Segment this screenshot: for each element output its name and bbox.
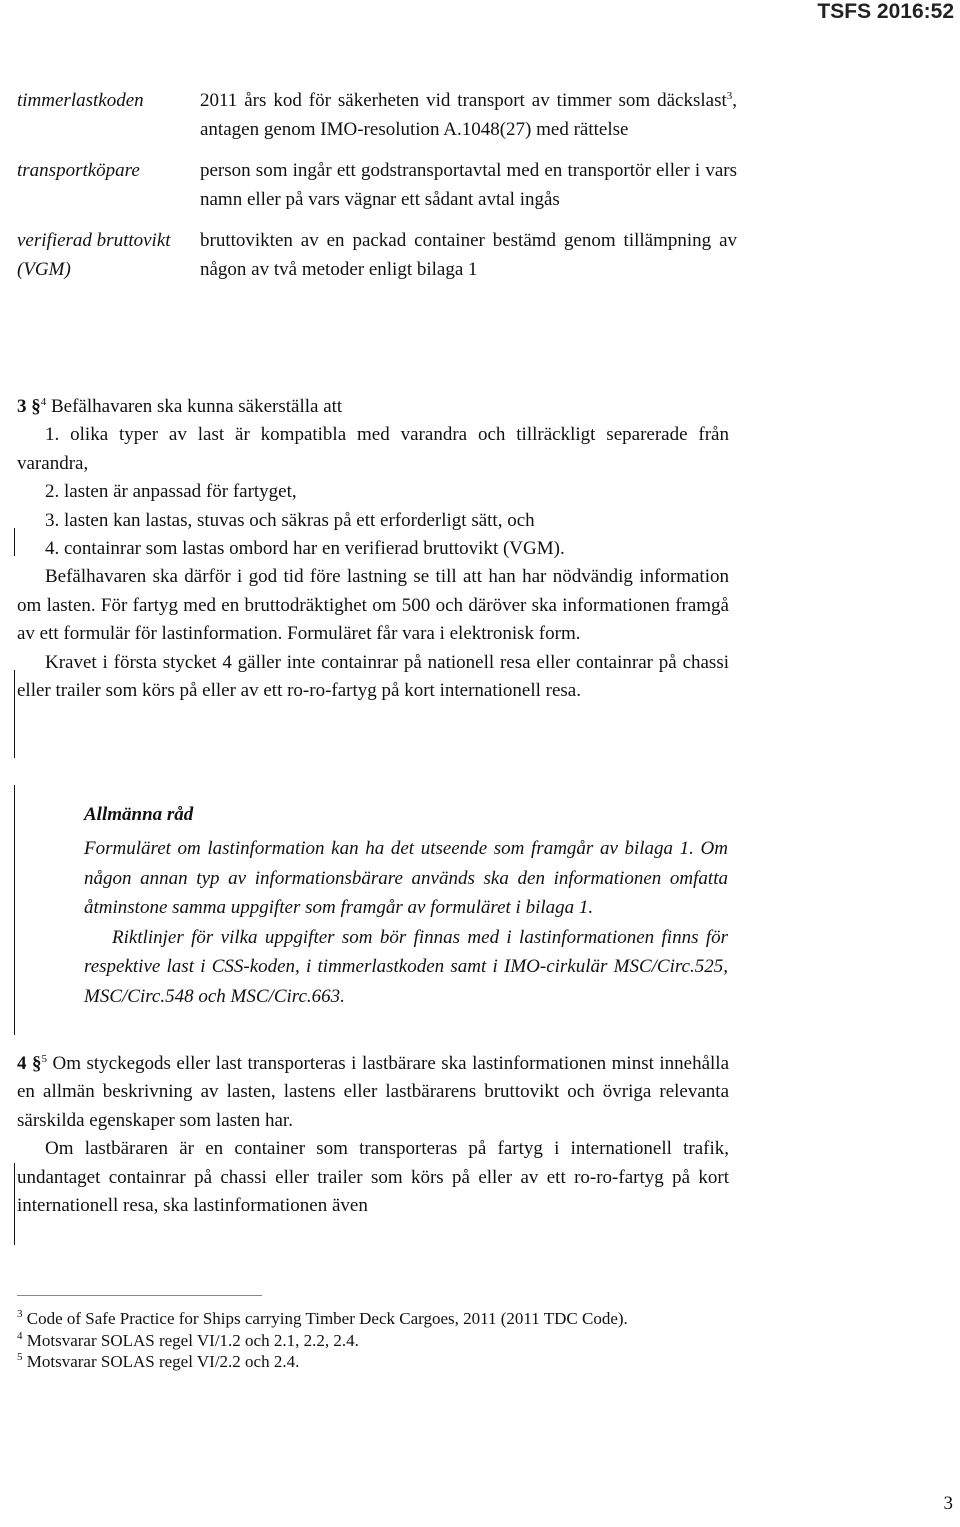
advice-paragraph: Riktlinjer för vilka uppgifter som bör finnas med i lastinformationen finns för respektive last i CSS-koden, i timmerlastkoden samt i IMO-cirkulär MSC/Circ.525, MSC/Circ.548 och MSC/Circ.663. [84, 926, 728, 1007]
change-bar [14, 670, 15, 758]
paragraph: Befälhavaren ska därför i god tid före lastning se till att han har nödvändig information om lasten. För fartyg med en bruttodräktighet om 500 och däröver ska informationen framgå av ett formulär för lastinformation. Formuläret får vara i elektronisk form. [17, 566, 729, 645]
definition-timmerlastkoden [17, 86, 737, 144]
general-advice-box [84, 801, 728, 1011]
document-id-header: TSFS 2016:52 [817, 0, 954, 23]
section-4-p1: 4 §$^5$ Om styckegods eller last transporteras i lastbärare ska lastinformationen minst innehålla en allmän beskrivning av lasten, lastens eller lastbärarens bruttovikt och övriga relevanta särskilda egenskaper som lasten har. [17, 1053, 729, 1131]
section-3-intro: 3 §$^4$ Befälhavaren ska kunna säkerställa att [17, 396, 343, 417]
change-bar [14, 1163, 15, 1245]
list-item: 1. olika typer av last är kompatibla med varandra och tillräckligt separerade från varandra, [17, 424, 729, 474]
advice-paragraph: Formuläret om lastinformation kan ha det utseende som framgår av bilaga 1. Om någon annan typ av informationsbärare används ska den informationen omfatta åtminstone samma uppgifter som framgår av formuläret i bilaga 1. [84, 838, 728, 918]
definitions-list [17, 86, 737, 284]
definition-vgm [17, 226, 737, 284]
definition-term: verifierad bruttovikt (VGM) [17, 230, 171, 280]
section-4 [17, 1050, 729, 1220]
definition-text: bruttovikten av en packad container bestämd genom tillämpning av någon av två metoder enligt bilaga 1 [200, 230, 737, 280]
definition-text: 2011 års kod för säkerheten vid transport av timmer som däckslast$^3$, antagen genom IMO-resolution A.1048(27) med rättelse [200, 90, 737, 140]
footnotes [17, 1308, 729, 1373]
change-bar [14, 528, 15, 556]
footnote: $^5$ Motsvarar SOLAS regel VI/2.2 och 2.4. [17, 1351, 300, 1371]
definition-term: transportköpare [17, 160, 140, 181]
list-item: 4. containrar som lastas ombord har en verifierad bruttovikt (VGM). [45, 538, 565, 560]
section-3 [17, 393, 729, 705]
paragraph: Om lastbäraren är en container som transporteras på fartyg i internationell trafik, undantaget containrar på chassi eller trailer som körs på eller av ett ro-ro-fartyg på kort internationell resa, ska lastinformationen även [17, 1138, 729, 1217]
footnote-ref[interactable]: 3 [726, 90, 733, 102]
section-number: 4 § [17, 1053, 42, 1074]
change-bar [14, 785, 15, 1035]
definition-term: timmerlastkoden [17, 90, 144, 111]
advice-heading: Allmänna råd [84, 804, 194, 825]
list-item: 2. lasten är anpassad för fartyget, [45, 481, 297, 503]
footnote: $^3$ Code of Safe Practice for Ships carrying Timber Deck Cargoes, 2011 (2011 TDC Code). [17, 1308, 628, 1328]
definition-transportkopare [17, 156, 737, 214]
footnote: $^4$ Motsvarar SOLAS regel VI/1.2 och 2.1, 2.2, 2.4. [17, 1329, 359, 1350]
definition-text: person som ingår ett godstransportavtal med en transportör eller i vars namn eller på vars vägnar ett sådant avtal ingås [200, 160, 737, 210]
list-item: 3. lasten kan lastas, stuvas och säkras på ett erforderligt sätt, och [45, 509, 535, 531]
section-number: 3 § [17, 396, 41, 417]
footnote-ref[interactable]: 5 [41, 1053, 47, 1065]
paragraph: Kravet i första stycket 4 gäller inte containrar på nationell resa eller containrar på chassi eller trailer som körs på eller av ett ro-ro-fartyg på kort internationell resa. [17, 651, 729, 702]
page-number: 3 [943, 1493, 953, 1514]
footnote-separator [17, 1295, 262, 1296]
footnote-ref[interactable]: 4 [40, 396, 47, 408]
